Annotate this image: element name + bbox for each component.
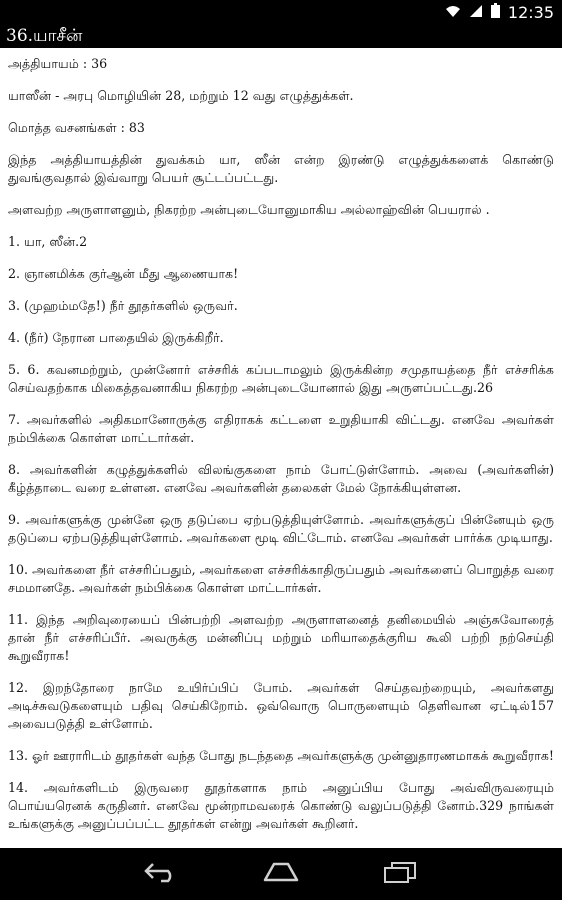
verse-14: 14. அவர்களிடம் இருவரை தூதர்களாக நாம் அனுப்பிய போது அவ்விருவரையும் பொய்யரெனக் கருதினர். எனவே மூன்றாமவரைக் கொண்டு வலுப்படுத்தி னோம்.329 நாங்கள் உங்களுக்கு அனுப்பப்பட்ட தூதர்கள் என்று அவர்கள் கூறினர். — [8, 780, 554, 831]
verse-7: 7. அவர்களில் அதிகமானோருக்கு எதிராகக் கட்டளை உறுதியாகி விட்டது. எனவே அவர்கள் நம்பிக்கை கொள்ள மாட்டார்கள். — [8, 412, 554, 445]
chapter-content[interactable] — [0, 48, 562, 848]
chapter-name-meaning: யாஸீன் - அரபு மொழியின் 28, மற்றும் 12 வது எழுத்துக்கள். — [8, 88, 354, 103]
total-verses: மொத்த வசனங்கள் : 83 — [8, 120, 145, 135]
back-icon — [143, 862, 179, 886]
verse-4: 4. (நீர்) நேரான பாதையில் இருக்கிறீர். — [8, 330, 224, 345]
verse-12: 12. இறந்தோரை நாமே உயிர்ப்பிப் போம். அவர்கள் செய்தவற்றையும், அவர்களது அடிச்சுவடுகளையும் பதிவு செய்கிறோம். ஒவ்வொரு பொருளையும் தெளிவான ஏட்டில்157 அவைபடுத்தி உள்ளோம். — [8, 680, 554, 731]
chapter-intro: இந்த அத்தியாயத்தின் துவக்கம் யா, ஸீன் என்ற இரண்டு எழுத்துக்களைக் கொண்டு துவங்குவதால் இவ்வாறு பெயர் சூட்டப்பட்டது. — [8, 152, 554, 185]
navigation-bar — [0, 848, 562, 900]
chapter-number: அத்தியாயம் : 36 — [8, 56, 108, 71]
home-button[interactable] — [251, 858, 311, 890]
home-icon — [261, 861, 301, 887]
verse-5-6: 5. 6. கவனமற்றும், முன்னோர் எச்சரிக் கப்படாமலும் இருக்கின்ற சமுதாயத்தை நீர் எச்சரிக்க செய்வதற்காக மிகைத்தவனாகிய நிகரற்ற அன்புடையோனால் இது அருளப்பட்டது.26 — [8, 362, 554, 395]
wifi-icon — [445, 3, 461, 22]
signal-icon — [469, 3, 483, 22]
verse-10: 10. அவர்களை நீர் எச்சரிப்பதும், அவர்களை எச்சரிக்காதிருப்பதும் அவர்களைப் பொறுத்த வரை சமமானதே. அவர்கள் நம்பிக்கை கொள்ள மாட்டார்கள். — [8, 562, 554, 595]
battery-icon — [491, 3, 500, 22]
verse-3: 3. (முஹம்மதே!) நீர் தூதர்களில் ஒருவர். — [8, 298, 238, 313]
recent-apps-icon — [382, 861, 418, 887]
verse-11: 11. இந்த அறிவுரையைப் பின்பற்றி அளவற்ற அருளாளனைத் தனிமையில் அஞ்சுவோரைத் தான் நீர் எச்சரிப்பீர். அவருக்கு மன்னிப்பு மற்றும் மரியாதைக்குரிய கூலி பற்றி நற்செய்தி கூறுவீராக! — [8, 612, 554, 663]
back-button[interactable] — [131, 858, 191, 890]
verse-13: 13. ஓர் ஊராரிடம் தூதர்கள் வந்த போது நடந்ததை அவர்களுக்கு முன்னுதாரணமாகக் கூறுவீராக! — [8, 748, 554, 763]
status-icons — [445, 0, 554, 24]
status-bar — [0, 0, 562, 24]
bismillah: அளவற்ற அருளாளனும், நிகரற்ற அன்புடையோனுமாகிய அல்லாஹ்வின் பெயரால் . — [8, 202, 490, 217]
status-time: 12:35 — [507, 2, 554, 22]
verse-list — [0, 48, 562, 883]
app-title-bar — [0, 24, 562, 48]
page-title: 36.யாசீன் — [6, 26, 83, 46]
verse-2: 2. ஞானமிக்க குர்ஆன் மீது ஆணையாக! — [8, 266, 239, 281]
verse-1: 1. யா, ஸீன்.2 — [8, 234, 88, 249]
recent-apps-button[interactable] — [370, 858, 430, 890]
verse-8: 8. அவர்களின் கழுத்துக்களில் விலங்குகளை நாம் போட்டுள்ளோம். அவை (அவர்களின்) கீழ்த்தாடை வரை உள்ளன. எனவே அவர்களின் தலைகள் மேல் நோக்கியுள்ளன. — [8, 462, 554, 495]
verse-9: 9. அவர்களுக்கு முன்னே ஒரு தடுப்பை ஏற்படுத்தியுள்ளோம். அவர்களுக்குப் பின்னேயும் ஒரு தடுப்பை ஏற்படுத்தியுள்ளோம். அவர்களை மூடி விட்டோம். எனவே அவர்கள் பார்க்க முடியாது. — [8, 512, 554, 545]
